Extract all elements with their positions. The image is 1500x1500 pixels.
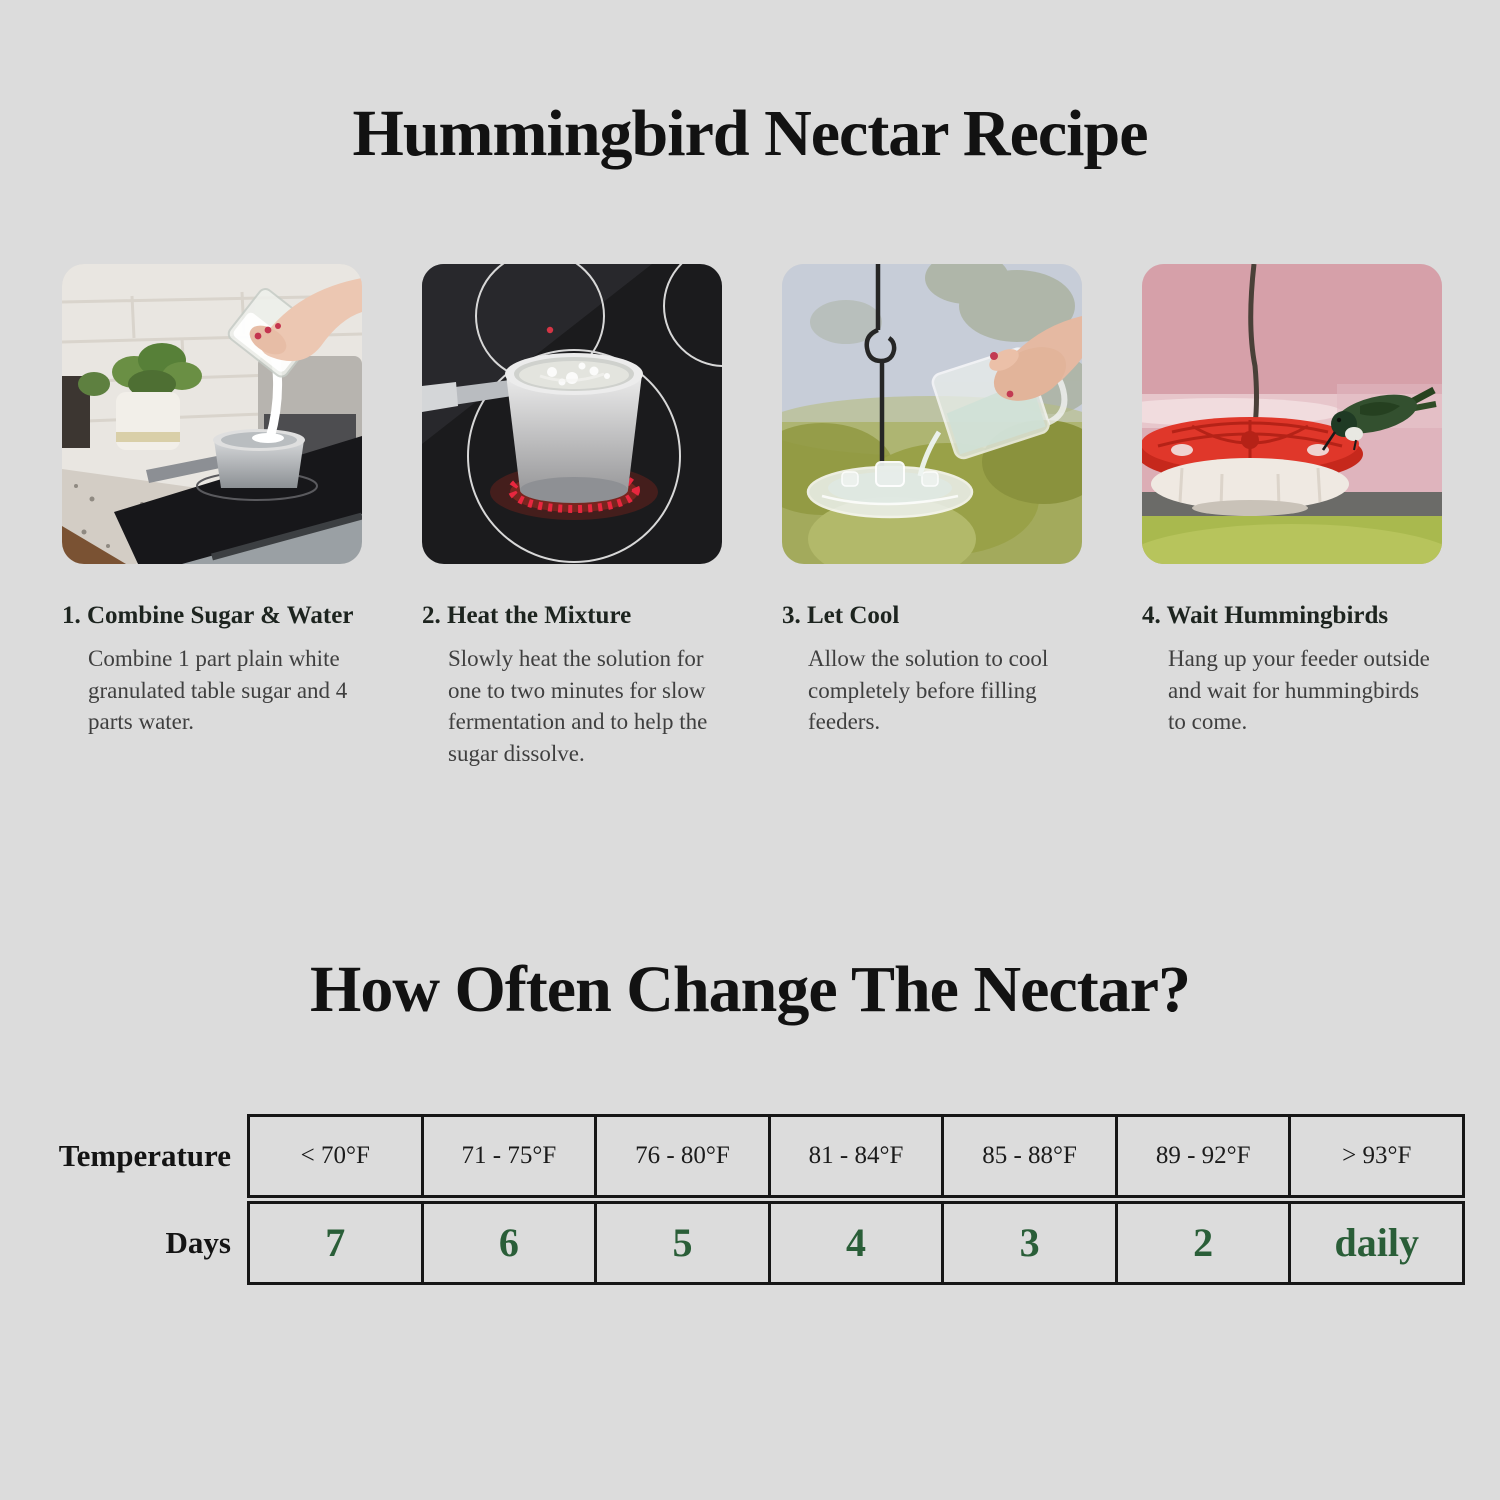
- table-row-labels: [35, 1114, 247, 1285]
- step-card-2: [422, 264, 722, 770]
- step-description: Slowly heat the solution for one to two minutes for slow fermentation and to help the sugar dissolve.: [448, 646, 708, 767]
- step-description: Combine 1 part plain white granulated table sugar and 4 parts water.: [88, 646, 348, 735]
- temperature-cell: 89 - 92°F: [1115, 1117, 1289, 1195]
- nectar-change-table: [35, 1114, 1465, 1285]
- boiling-saucepan-on-stove-photo: [422, 264, 722, 564]
- step-title: 3. Let Cool: [782, 602, 900, 629]
- table-rows: [247, 1114, 1465, 1285]
- days-cell: daily: [1288, 1204, 1462, 1282]
- step-description: Hang up your feeder outside and wait for hummingbirds to come.: [1168, 646, 1430, 735]
- step-description: Allow the solution to cool completely before filling feeders.: [808, 646, 1049, 735]
- step-card-1: [62, 264, 362, 770]
- row-label-days: Days: [165, 1224, 231, 1260]
- days-cell: 3: [941, 1204, 1115, 1282]
- days-cell: 5: [594, 1204, 768, 1282]
- temperature-cell: 81 - 84°F: [768, 1117, 942, 1195]
- step-title: 1. Combine Sugar & Water: [62, 602, 354, 629]
- temperature-cell: > 93°F: [1288, 1117, 1462, 1195]
- pouring-sugar-into-saucepan-photo: [62, 264, 362, 564]
- pouring-nectar-into-feeder-photo: [782, 264, 1082, 564]
- step-title: 4. Wait Hummingbirds: [1142, 602, 1389, 629]
- temperature-row: [247, 1114, 1465, 1198]
- hummingbird-at-feeder-photo: [1142, 264, 1442, 564]
- section-title: How Often Change The Nectar?: [309, 952, 1190, 1026]
- temperature-cell: 76 - 80°F: [594, 1117, 768, 1195]
- temperature-cell: 71 - 75°F: [421, 1117, 595, 1195]
- step-title: 2. Heat the Mixture: [422, 602, 632, 629]
- temperature-cell: < 70°F: [300, 1141, 370, 1169]
- days-row: [247, 1201, 1465, 1285]
- days-cell: 2: [1115, 1204, 1289, 1282]
- temperature-cell: 85 - 88°F: [941, 1117, 1115, 1195]
- steps-row: [0, 264, 1500, 770]
- step-card-3: [782, 264, 1082, 770]
- step-card-4: [1142, 264, 1442, 770]
- row-label-temperature: Temperature: [58, 1137, 231, 1173]
- days-cell: 7: [325, 1220, 346, 1266]
- page-title: Hummingbird Nectar Recipe: [352, 97, 1148, 170]
- days-cell: 4: [768, 1204, 942, 1282]
- days-cell: 6: [421, 1204, 595, 1282]
